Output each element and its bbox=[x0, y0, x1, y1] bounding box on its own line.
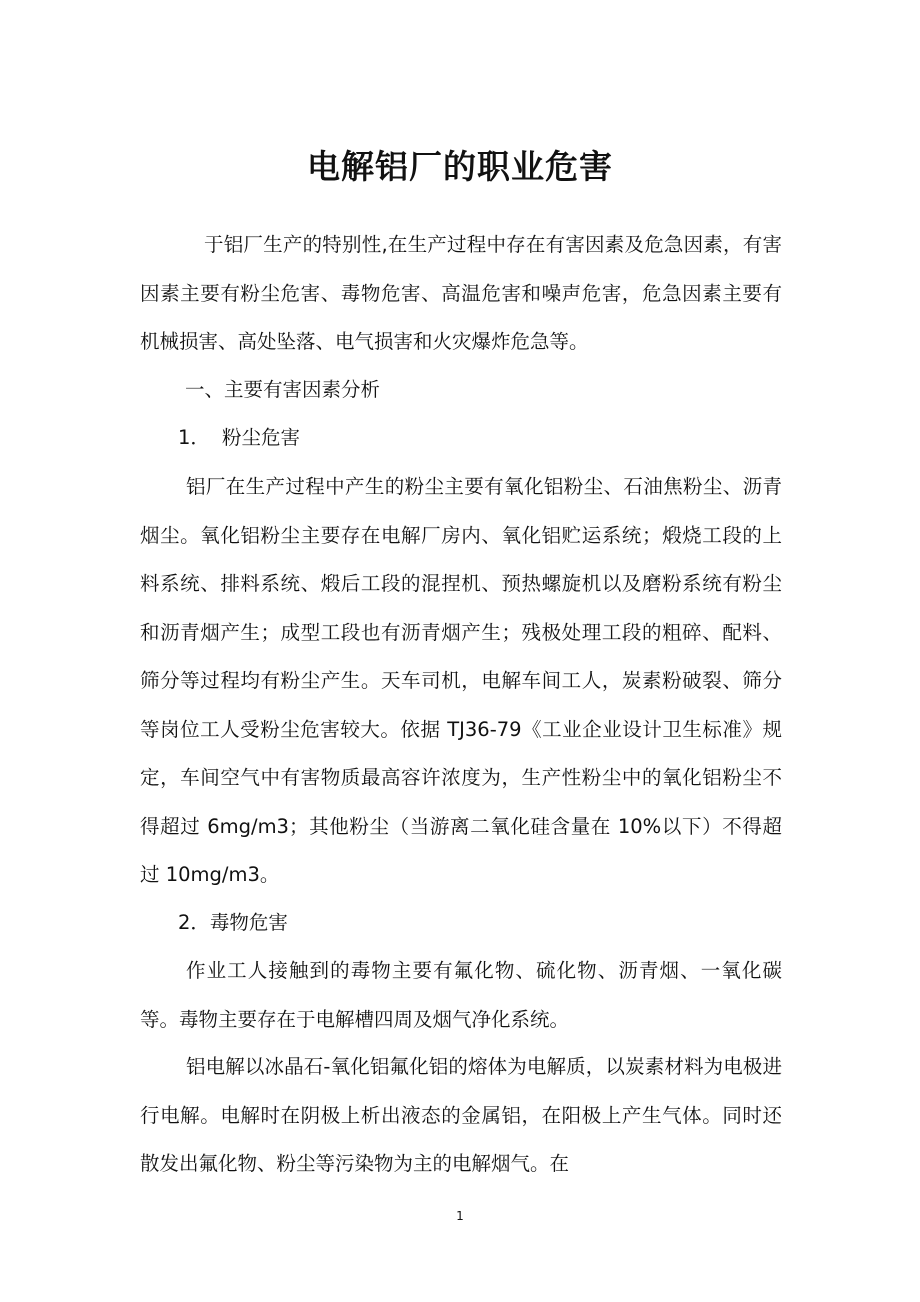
subsection-number: 1． bbox=[178, 426, 210, 449]
subsection-number: 2． bbox=[178, 911, 210, 934]
section-heading-main-hazards: 一、主要有害因素分析 bbox=[185, 378, 381, 401]
subsection-heading-toxic bbox=[178, 899, 288, 948]
electrolysis-paragraph: 铝电解以冰晶石-氧化铝氟化铝的熔体为电解质，以炭素材料为电极进行电解。电解时在阴极上析出液态的金属铝，在阳极上产生气体。同时还散发出氟化物、粉尘等污染物为主的电解烟气。在 bbox=[140, 1055, 782, 1175]
document-title: 电解铝厂的职业危害 bbox=[307, 147, 613, 186]
subsection-label: 毒物危害 bbox=[209, 911, 288, 934]
dust-hazard-paragraph: 铝厂在生产过程中产生的粉尘主要有氧化铝粉尘、石油焦粉尘、沥青烟尘。氧化铝粉尘主要存在电解厂房内、氧化铝贮运系统；煅烧工段的上料系统、排料系统、煅后工段的混捏机、预热螺旋机以及磨粉系统有粉尘和沥青烟产生；成型工段也有沥青烟产生；残极处理工段的粗碎、配料、筛分等过程均有粉尘产生。天车司机，电解车间工人，炭素粉破裂、筛分等岗位工人受粉尘危害较大。依据 TJ36-79《工业企业设计卫生标准》规定，车间空气中有害物质最高容许浓度为，生产性粉尘中的氧化铝粉尘不得超过 6mg/m3；其他粉尘（当游离二氧化硅含量在 10%以下）不得超过 10mg/m3。 bbox=[140, 475, 782, 886]
toxic-hazard-paragraph: 作业工人接触到的毒物主要有氟化物、硫化物、沥青烟、一氧化碳等。毒物主要存在于电解槽四周及烟气净化系统。 bbox=[140, 959, 782, 1031]
subsection-heading-dust bbox=[178, 414, 300, 463]
subsection-label: 粉尘危害 bbox=[222, 426, 301, 449]
intro-paragraph: 于铝厂生产的特别性,在生产过程中存在有害因素及危急因素，有害因素主要有粉尘危害、毒物危害、高温危害和噪声危害，危急因素主要有机械损害、高处坠落、电气损害和火灾爆炸危急等。 bbox=[140, 233, 782, 353]
page-number: 1 bbox=[456, 1209, 464, 1223]
